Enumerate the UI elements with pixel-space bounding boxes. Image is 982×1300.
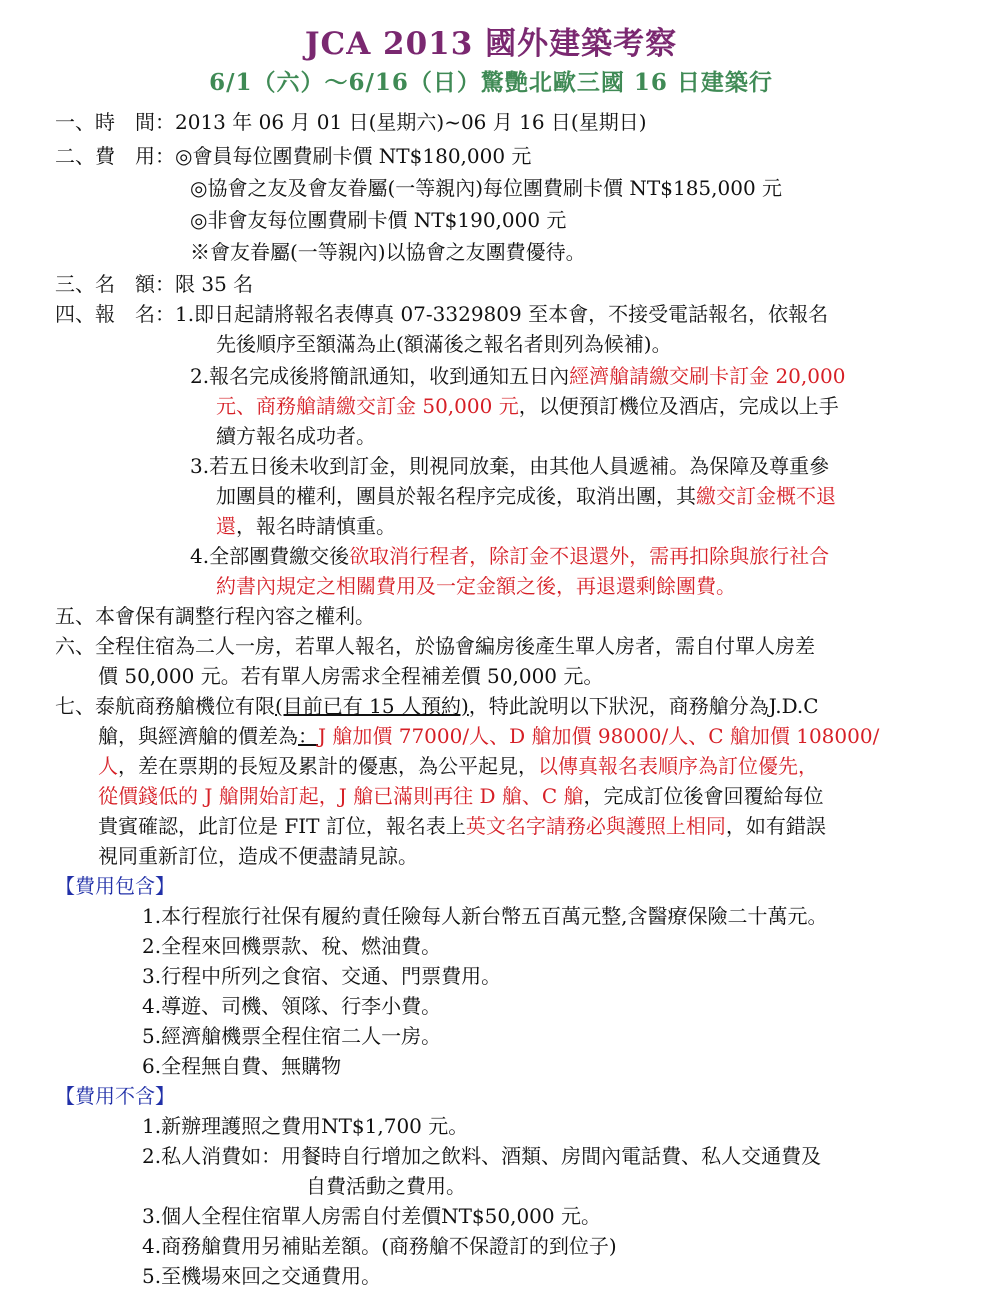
business-text: 貴賓確認，此訂位是 FIT 訂位，報名表上 xyxy=(98,814,466,838)
section-quota-label: 三、名 額： xyxy=(55,272,175,296)
included-item: 4.導遊、司機、領隊、行李小費。 xyxy=(142,994,442,1018)
registration-item: 先後順序至額滿為止(額滿後之報名者則列為候補)。 xyxy=(216,332,672,356)
included-item: 2.全程來回機票款、稅、燃油費。 xyxy=(142,934,442,958)
registration-item: 續方報名成功者。 xyxy=(216,424,376,448)
document-subtitle: 6/1（六）～6/16（日）驚艷北歐三國 16 日建築行 xyxy=(209,69,773,96)
price-highlight: 人 xyxy=(98,754,118,778)
excluded-item: 2.私人消費如：用餐時自行增加之飲料、酒類、房間內電話費、私人交通費及 xyxy=(142,1144,822,1168)
order-highlight: 以傳真報名表順序為訂位優先， xyxy=(538,754,818,778)
section-business-class-cont xyxy=(98,722,879,750)
deposit-highlight: 元、商務艙請繳交訂金 50,000 元 xyxy=(216,394,519,418)
fee-line: ◎協會之友及會友眷屬(一等親內)每位團費刷卡價 NT$185,000 元 xyxy=(190,176,783,200)
excluded-item: 自費活動之費用。 xyxy=(306,1174,466,1198)
reservation-note: (目前已有 15 人預約) xyxy=(275,694,469,718)
registration-item xyxy=(216,512,396,540)
name-highlight: 英文名字請務必與護照上相同 xyxy=(465,814,726,838)
business-text: ，特此說明以下狀況，商務艙分為J.D.C xyxy=(468,694,819,718)
fee-line: ◎會員每位團費刷卡價 NT$180,000 元 xyxy=(175,144,532,168)
section-quota xyxy=(55,270,253,298)
section-fee xyxy=(55,142,531,170)
registration-item xyxy=(190,362,845,390)
excluded-item: 4.商務艙費用另補貼差額。(商務艙不保證訂的到位子) xyxy=(142,1234,617,1258)
registration-text: 2.報名完成後將簡訊通知，收到通知五日內 xyxy=(190,364,570,388)
cancel-highlight: 約書內規定之相關費用及一定金額之後，再退還剩餘團費。 xyxy=(216,574,736,598)
section-quota-text: 限 35 名 xyxy=(175,272,254,296)
section-business-class-cont xyxy=(98,782,824,810)
section-fee-label: 二、費 用： xyxy=(55,144,175,168)
registration-item xyxy=(216,482,836,510)
cancel-highlight: 欲取消行程者，除訂金不退還外，需再扣除與旅行社合 xyxy=(349,544,830,568)
registration-text: ，報名時請慎重。 xyxy=(236,514,396,538)
document-title: JCA 2013 國外建築考察 xyxy=(304,26,678,62)
registration-item xyxy=(190,542,829,570)
business-text: 七、泰航商務艙機位有限 xyxy=(55,694,275,718)
registration-item: 1.即日起請將報名表傳真 07-3329809 至本會，不接受電話報名，依報名 xyxy=(175,302,829,326)
section-business-class-cont xyxy=(98,812,826,840)
excluded-item: 1.新辦理護照之費用NT$1,700 元。 xyxy=(142,1114,469,1138)
section-lodging-cont: 價 50,000 元。若有單人房需求全程補差價 50,000 元。 xyxy=(98,664,604,688)
business-text: ，差在票期的長短及累計的優惠，為公平起見， xyxy=(118,754,538,778)
fee-line: ◎非會友每位團費刷卡價 NT$190,000 元 xyxy=(190,208,567,232)
business-text: ，如有錯誤 xyxy=(725,814,826,838)
order-highlight: 從價錢低的 J 艙開始訂起，J 艙已滿則再往 D 艙、C 艙 xyxy=(98,784,584,808)
registration-text: 4.全部團費繳交後 xyxy=(190,544,350,568)
fee-line: ※會友眷屬(一等親內)以協會之友團費優待。 xyxy=(190,240,586,264)
section-registration-label: 四、報 名： xyxy=(55,302,175,326)
section-business-class-cont: 視同重新訂位，造成不便盡請見諒。 xyxy=(98,844,418,868)
section-time-label: 一、時 間： xyxy=(55,110,175,134)
section-time-text: 2013 年 06 月 01 日(星期六)~06 月 16 日(星期日) xyxy=(175,110,647,134)
included-item: 5.經濟艙機票全程住宿二人一房。 xyxy=(142,1024,442,1048)
registration-item xyxy=(216,392,839,420)
section-rights: 五、本會保有調整行程內容之權利。 xyxy=(55,604,375,628)
included-item: 6.全程無自費、無購物 xyxy=(142,1054,342,1078)
registration-text: ，以便預訂機位及酒店，完成以上手 xyxy=(518,394,839,418)
registration-text: 加團員的權利，團員於報名程序完成後，取消出團，其 xyxy=(216,484,696,508)
refund-highlight: 還 xyxy=(216,514,236,538)
business-text: ，完成訂位後會回覆給每位 xyxy=(583,784,824,808)
section-registration xyxy=(55,300,828,328)
price-highlight: J 艙加價 77000/人、D 艙加價 98000/人、C 艙加價 108000/ xyxy=(318,724,880,748)
section-time xyxy=(55,108,647,136)
excluded-item: 5.至機場來回之交通費用。 xyxy=(142,1264,382,1288)
business-text: ： xyxy=(298,724,318,748)
included-item: 1.本行程旅行社保有履約責任險每人新台幣五百萬元整,含醫療保險二十萬元。 xyxy=(142,904,828,928)
refund-highlight: 繳交訂金概不退 xyxy=(696,484,836,508)
excluded-heading: 【費用不含】 xyxy=(55,1084,175,1108)
section-business-class-cont xyxy=(98,752,818,780)
included-item: 3.行程中所列之食宿、交通、門票費用。 xyxy=(142,964,502,988)
deposit-highlight: 經濟艙請繳交刷卡訂金 20,000 xyxy=(569,364,846,388)
included-heading: 【費用包含】 xyxy=(55,874,175,898)
registration-item: 3.若五日後未收到訂金，則視同放棄，由其他人員遞補。為保障及尊重參 xyxy=(190,454,830,478)
section-lodging: 六、全程住宿為二人一房，若單人報名，於協會編房後產生單人房者，需自付單人房差 xyxy=(55,634,815,658)
excluded-item: 3.個人全程住宿單人房需自付差價NT$50,000 元。 xyxy=(142,1204,601,1228)
business-text: 艙，與經濟艙的價差為 xyxy=(98,724,298,748)
section-business-class xyxy=(55,692,819,720)
